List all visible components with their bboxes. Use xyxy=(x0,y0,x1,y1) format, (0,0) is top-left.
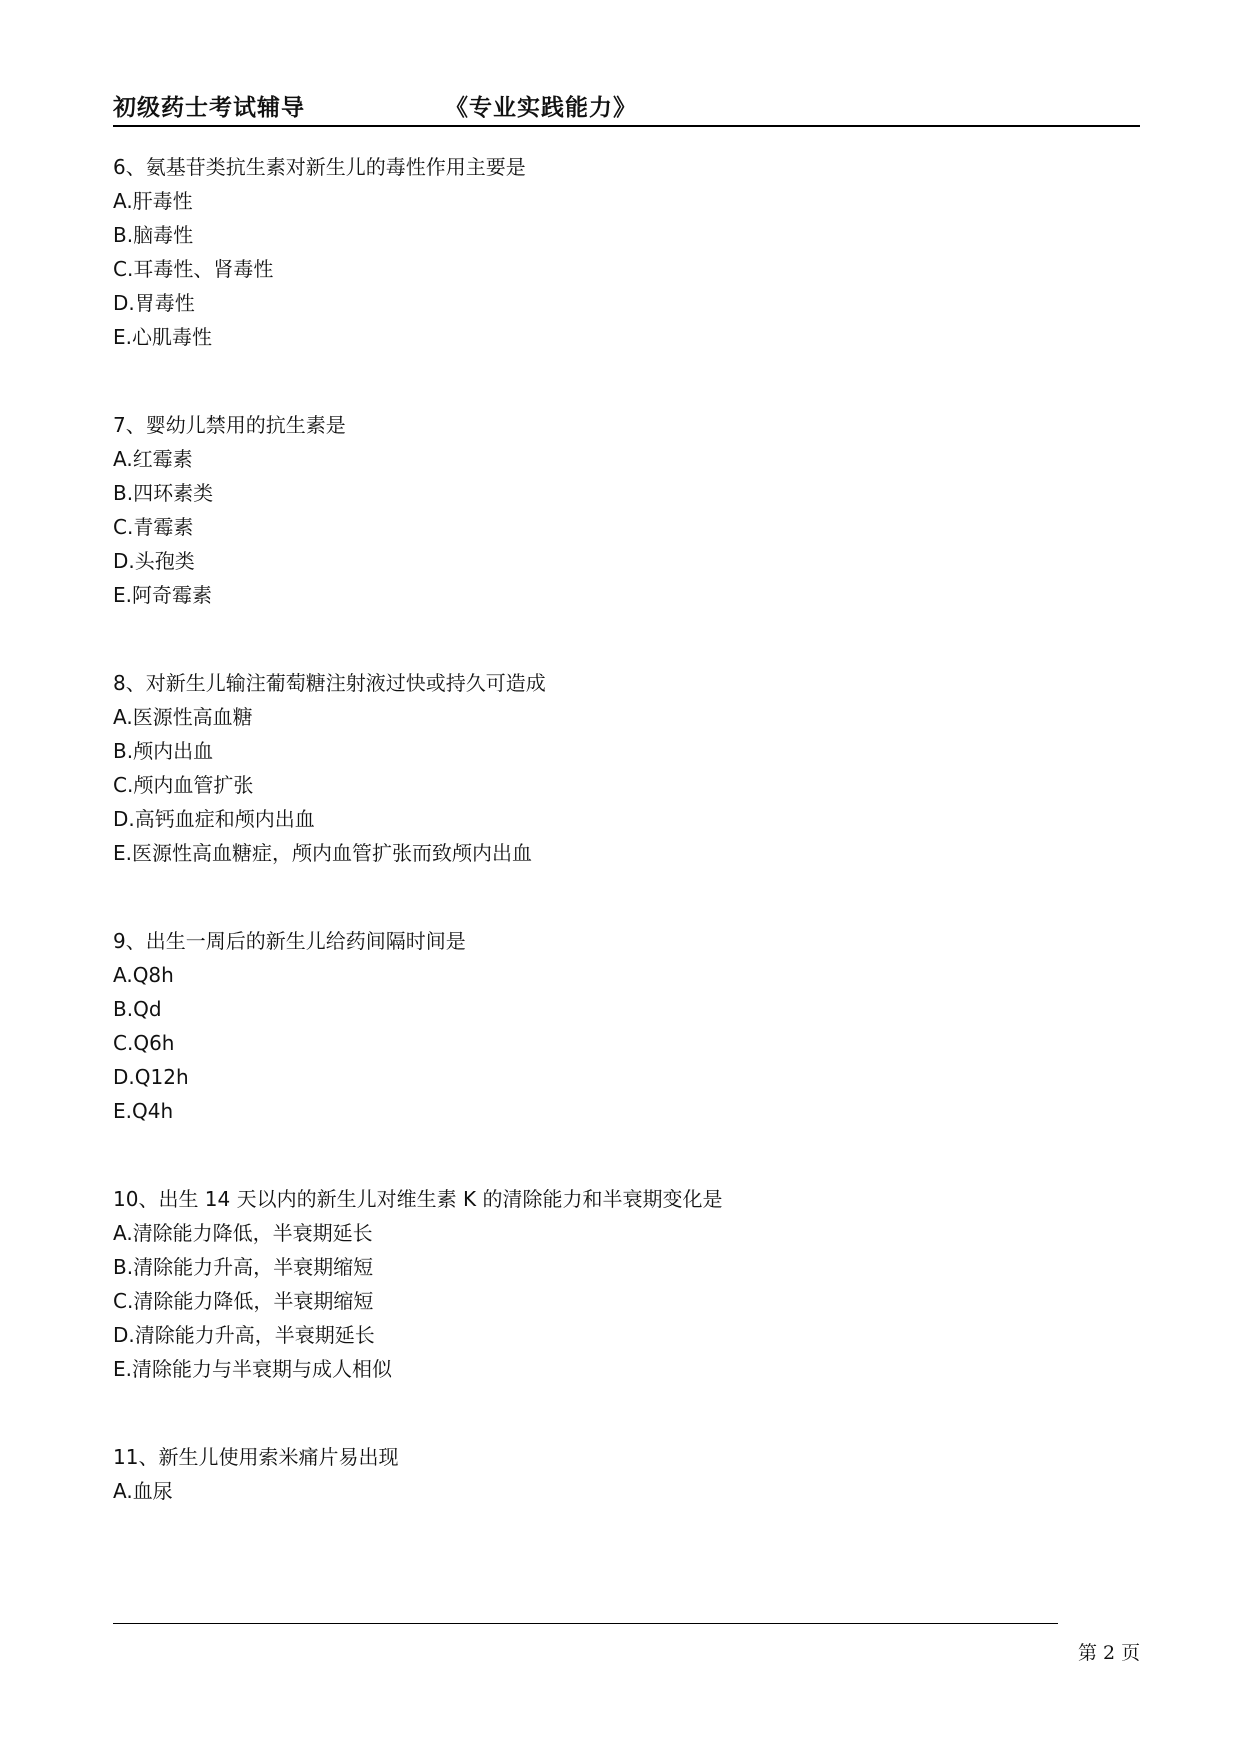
question-block xyxy=(113,1440,1133,1508)
answer-option: A.肝毒性 xyxy=(113,189,193,213)
question-block xyxy=(113,150,1133,354)
answer-option: A.血尿 xyxy=(113,1479,173,1503)
answer-option: C.Q6h xyxy=(113,1031,175,1055)
answer-option: D.Q12h xyxy=(113,1065,189,1089)
answer-option: D.胃毒性 xyxy=(113,291,195,315)
answer-option: A.红霉素 xyxy=(113,447,193,471)
answer-option: E.清除能力与半衰期与成人相似 xyxy=(113,1357,392,1381)
header-subject-title: 《专业实践能力》 xyxy=(445,95,637,121)
footer-divider xyxy=(113,1623,1058,1624)
question-block xyxy=(113,666,1133,870)
question-stem: 10、出生 14 天以内的新生儿对维生素 K 的清除能力和半衰期变化是 xyxy=(113,1187,723,1211)
answer-option: A.医源性高血糖 xyxy=(113,705,253,729)
answer-option: C.青霉素 xyxy=(113,515,194,539)
question-stem: 8、对新生儿输注葡萄糖注射液过快或持久可造成 xyxy=(113,671,546,695)
answer-option: C.颅内血管扩张 xyxy=(113,773,254,797)
answer-option: E.Q4h xyxy=(113,1099,174,1123)
answer-option: B.脑毒性 xyxy=(113,223,194,247)
question-list xyxy=(113,150,1133,1562)
header-course-title: 初级药士考试辅导 xyxy=(113,95,305,121)
question-block xyxy=(113,1182,1133,1386)
answer-option: D.高钙血症和颅内出血 xyxy=(113,807,315,831)
question-block xyxy=(113,408,1133,612)
answer-option: D.清除能力升高，半衰期延长 xyxy=(113,1323,375,1347)
answer-option: B.四环素类 xyxy=(113,481,214,505)
answer-option: E.心肌毒性 xyxy=(113,325,212,349)
answer-option: A.Q8h xyxy=(113,963,174,987)
page-header xyxy=(113,89,1140,127)
answer-option: A.清除能力降低，半衰期延长 xyxy=(113,1221,373,1245)
page-number: 第 2 页 xyxy=(1078,1642,1141,1664)
answer-option: D.头孢类 xyxy=(113,549,195,573)
question-stem: 6、氨基苷类抗生素对新生儿的毒性作用主要是 xyxy=(113,155,526,179)
question-block xyxy=(113,924,1133,1128)
question-stem: 11、新生儿使用索米痛片易出现 xyxy=(113,1445,399,1469)
question-stem: 7、婴幼儿禁用的抗生素是 xyxy=(113,413,346,437)
answer-option: C.清除能力降低，半衰期缩短 xyxy=(113,1289,374,1313)
answer-option: C.耳毒性、肾毒性 xyxy=(113,257,274,281)
answer-option: B.清除能力升高，半衰期缩短 xyxy=(113,1255,374,1279)
answer-option: E.医源性高血糖症，颅内血管扩张而致颅内出血 xyxy=(113,841,532,865)
answer-option: B.颅内出血 xyxy=(113,739,214,763)
question-stem: 9、出生一周后的新生儿给药间隔时间是 xyxy=(113,929,466,953)
answer-option: E.阿奇霉素 xyxy=(113,583,212,607)
answer-option: B.Qd xyxy=(113,997,162,1021)
